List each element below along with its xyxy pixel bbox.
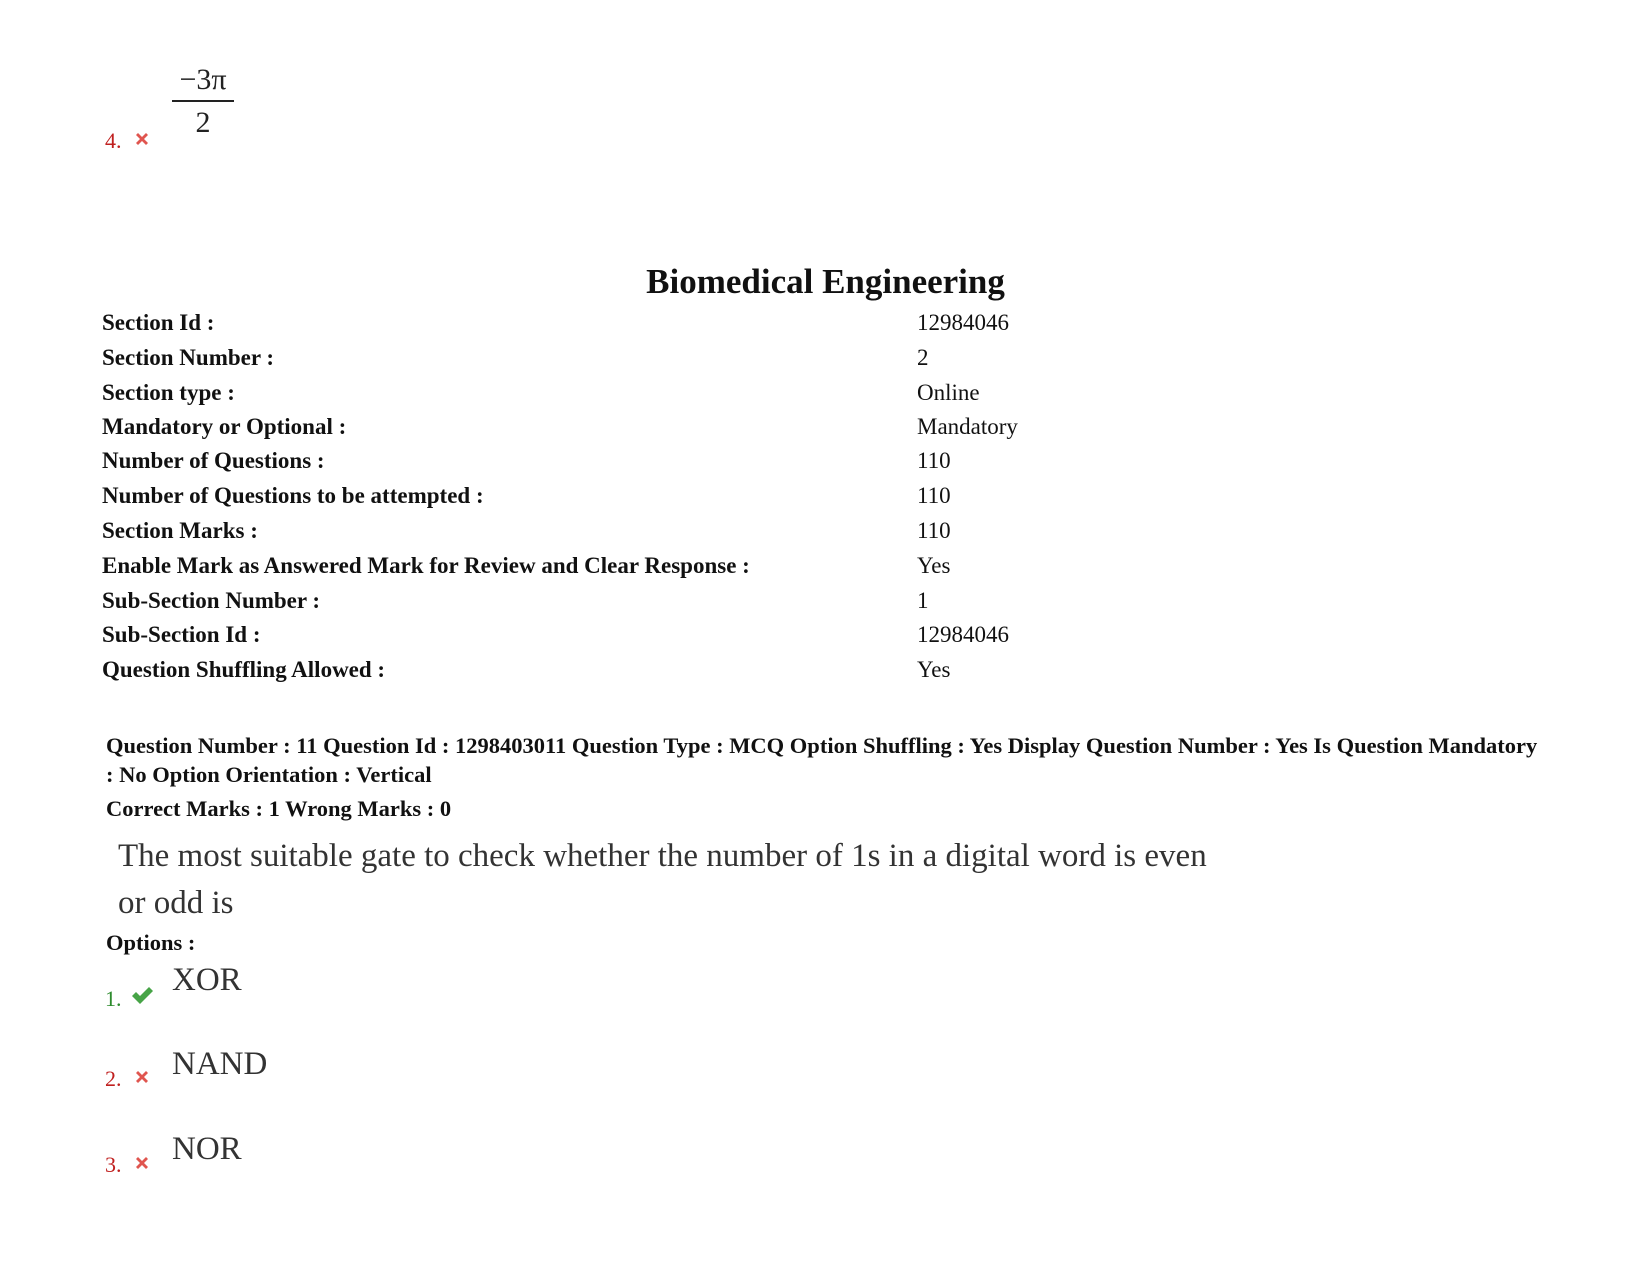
meta-label: Question Shuffling Allowed :	[102, 657, 386, 682]
meta-value: 1	[917, 588, 929, 613]
meta-value: Mandatory	[917, 414, 1018, 439]
meta-value: 110	[917, 483, 951, 508]
meta-label: Section type :	[102, 380, 235, 405]
meta-row	[102, 345, 1202, 379]
meta-row	[102, 483, 1202, 517]
options-label: Options :	[106, 930, 196, 955]
option-fraction	[170, 60, 236, 144]
meta-row	[102, 588, 1202, 622]
cross-icon	[133, 1154, 151, 1172]
fraction-numerator: −3π	[179, 63, 227, 96]
option-text: NAND	[172, 1046, 268, 1082]
cross-icon	[133, 130, 151, 148]
meta-row	[102, 553, 1202, 587]
question-text-line: or odd is	[118, 885, 234, 921]
section-title: Biomedical Engineering	[646, 262, 1005, 301]
option-text: NOR	[172, 1131, 242, 1167]
meta-value: 12984046	[917, 310, 1009, 335]
question-marks: Correct Marks : 1 Wrong Marks : 0	[106, 796, 452, 821]
meta-row	[102, 380, 1202, 414]
option-number: 1.	[105, 986, 122, 1011]
cross-icon	[133, 1068, 151, 1086]
option-number: 2.	[105, 1066, 122, 1091]
question-text-line: The most suitable gate to check whether the number of 1s in a digital word is even	[118, 838, 1207, 874]
fraction-denominator: 2	[195, 106, 211, 139]
question-header: Question Number : 11 Question Id : 1298403011 Question Type : MCQ Option Shuffling : Yes Display Question Number : Yes Is Question Mandatory : No Option Orientation : Vertical	[106, 733, 1538, 787]
meta-value: 110	[917, 518, 951, 543]
meta-label: Sub-Section Id :	[102, 622, 261, 647]
meta-label: Section Id :	[102, 310, 215, 335]
meta-row	[102, 657, 1202, 691]
meta-row	[102, 622, 1202, 656]
meta-row	[102, 518, 1202, 552]
meta-row	[102, 414, 1202, 448]
meta-label: Sub-Section Number :	[102, 588, 321, 613]
meta-row	[102, 310, 1202, 344]
check-icon	[130, 984, 154, 1006]
meta-label: Section Number :	[102, 345, 275, 370]
meta-value: 2	[917, 345, 929, 370]
meta-value: Yes	[917, 553, 951, 578]
option-text: XOR	[172, 962, 242, 998]
meta-label: Enable Mark as Answered Mark for Review and Clear Response :	[102, 553, 750, 578]
meta-value: 110	[917, 448, 951, 473]
meta-label: Mandatory or Optional :	[102, 414, 347, 439]
meta-label: Section Marks :	[102, 518, 258, 543]
question-text	[118, 833, 1318, 927]
meta-value: Online	[917, 380, 980, 405]
meta-row	[102, 448, 1202, 482]
meta-label: Number of Questions to be attempted :	[102, 483, 484, 508]
meta-label: Number of Questions :	[102, 448, 325, 473]
option-number: 3.	[105, 1152, 122, 1177]
option-number: 4.	[105, 128, 122, 153]
meta-value: Yes	[917, 657, 951, 682]
meta-value: 12984046	[917, 622, 1009, 647]
